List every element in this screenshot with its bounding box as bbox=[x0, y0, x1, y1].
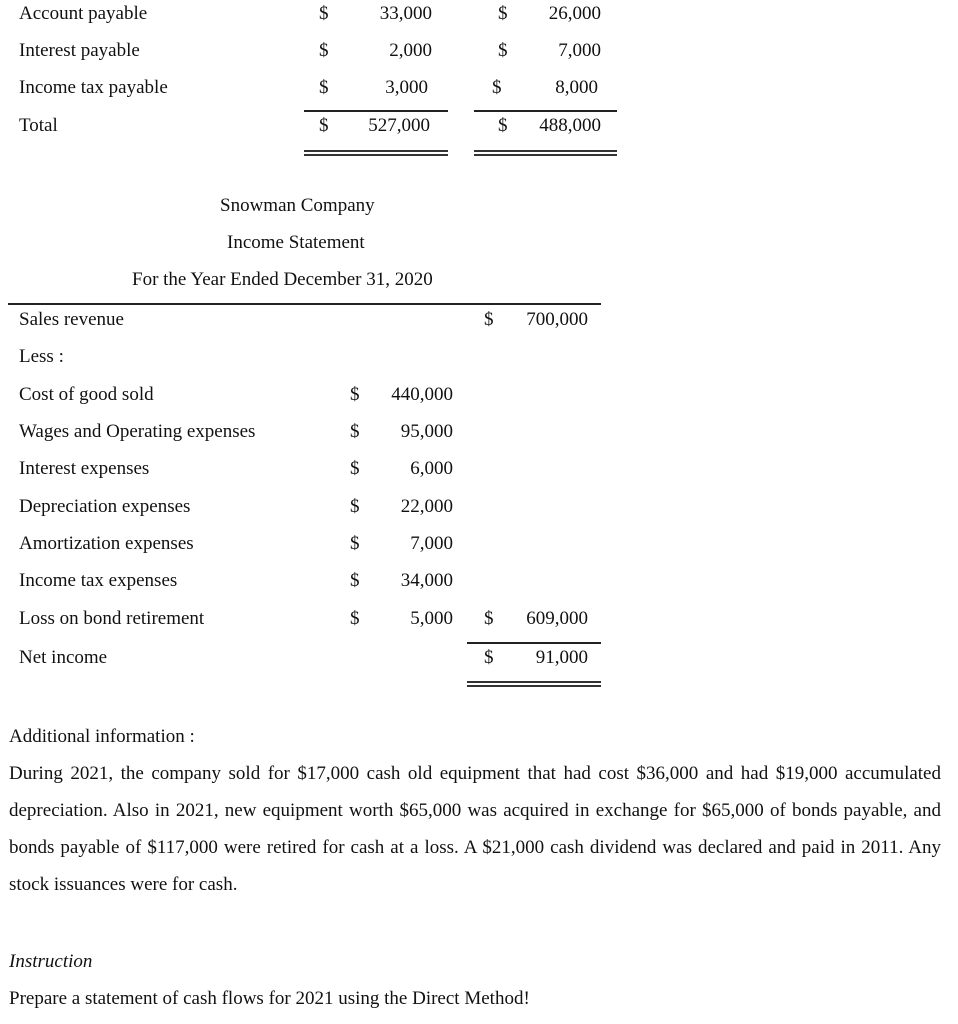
currency-sign: $ bbox=[498, 3, 508, 24]
company-name bbox=[8, 195, 608, 217]
expense-label: Interest expenses bbox=[19, 458, 150, 479]
company-name-text: Snowman Company bbox=[220, 195, 375, 216]
expense-label: Amortization expenses bbox=[19, 533, 194, 554]
expense-label: Loss on bond retirement bbox=[19, 608, 205, 629]
value-2020: 8,000 bbox=[555, 77, 598, 98]
currency-sign: $ bbox=[350, 384, 360, 405]
currency-sign: $ bbox=[319, 3, 329, 24]
currency-sign: $ bbox=[492, 77, 502, 98]
net-income-rule bbox=[467, 642, 601, 644]
statement-period: For the Year Ended December 31, 2020 bbox=[132, 269, 433, 290]
expense-label: Wages and Operating expenses bbox=[19, 421, 256, 442]
value-2020: 26,000 bbox=[548, 3, 601, 24]
currency-sign: $ bbox=[319, 115, 329, 136]
net-income-double-rule bbox=[467, 681, 601, 687]
value-2021: 3,000 bbox=[385, 77, 428, 98]
currency-sign: $ bbox=[350, 496, 360, 517]
row-label: Income tax payable bbox=[19, 77, 168, 98]
subtotal-rule bbox=[474, 110, 617, 112]
expense-value: 95,000 bbox=[400, 421, 453, 442]
expense-value: 5,000 bbox=[410, 608, 453, 629]
expense-value: 6,000 bbox=[410, 458, 453, 479]
additional-info-text: During 2021, the company sold for $17,000 cash old equipment that had cost $36,000 and had $19,000 accumulated depreciation. Also in 2021, new equipment worth $65,000 was acquired in exchange for $65,000 of bonds payable, and bonds payable of $117,000 were retired for cash at a loss. A $21,000 cash dividend was declared and paid in 2011. Any stock issuances were for cash. bbox=[9, 763, 941, 895]
total-double-rule bbox=[474, 150, 617, 156]
total-2021: 527,000 bbox=[368, 115, 430, 136]
expense-label: Income tax expenses bbox=[19, 570, 178, 591]
row-label: Interest payable bbox=[19, 40, 140, 61]
total-expenses-value: 609,000 bbox=[526, 608, 588, 629]
header-rule bbox=[8, 303, 601, 305]
value-2021: 2,000 bbox=[389, 40, 432, 61]
currency-sign: $ bbox=[484, 647, 494, 668]
net-income-label: Net income bbox=[19, 647, 108, 668]
currency-sign: $ bbox=[350, 458, 360, 479]
currency-sign: $ bbox=[350, 570, 360, 591]
sales-value: 700,000 bbox=[526, 309, 588, 330]
expense-label: Depreciation expenses bbox=[19, 496, 191, 517]
total-2020: 488,000 bbox=[539, 115, 601, 136]
currency-sign: $ bbox=[350, 533, 360, 554]
currency-sign: $ bbox=[484, 608, 494, 629]
subtotal-rule bbox=[304, 110, 448, 112]
total-label: Total bbox=[19, 115, 58, 136]
expense-label: Cost of good sold bbox=[19, 384, 154, 405]
additional-info-heading: Additional information : bbox=[9, 726, 195, 747]
currency-sign: $ bbox=[484, 309, 494, 330]
net-income-value: 91,000 bbox=[535, 647, 588, 668]
statement-title: Income Statement bbox=[227, 232, 365, 253]
expense-value: 22,000 bbox=[400, 496, 453, 517]
expense-value: 440,000 bbox=[391, 384, 453, 405]
currency-sign: $ bbox=[319, 77, 329, 98]
currency-sign: $ bbox=[350, 421, 360, 442]
total-double-rule bbox=[304, 150, 448, 156]
sales-label: Sales revenue bbox=[19, 309, 124, 330]
currency-sign: $ bbox=[319, 40, 329, 61]
expense-value: 7,000 bbox=[410, 533, 453, 554]
currency-sign: $ bbox=[498, 40, 508, 61]
instruction-heading: Instruction bbox=[9, 951, 93, 972]
expense-value: 34,000 bbox=[400, 570, 453, 591]
row-label: Account payable bbox=[19, 3, 148, 24]
value-2021: 33,000 bbox=[379, 3, 432, 24]
less-label: Less : bbox=[19, 346, 64, 367]
value-2020: 7,000 bbox=[558, 40, 601, 61]
instruction-text: Prepare a statement of cash flows for 2021 using the Direct Method! bbox=[9, 988, 530, 1009]
currency-sign: $ bbox=[350, 608, 360, 629]
currency-sign: $ bbox=[498, 115, 508, 136]
